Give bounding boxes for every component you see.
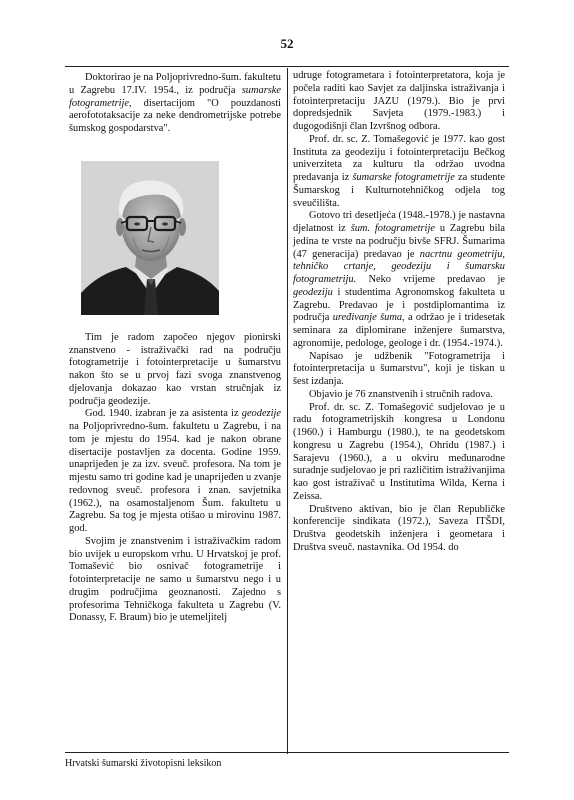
paragraph: [69, 408, 281, 536]
text-segment: Napisao je udžbenik "Fotogrametrija i fotointerpretacija u šumarstvu", koji je tiskan u šest izdanja.: [293, 350, 505, 387]
text-segment: Tim je radom započeo njegov pionirski znanstveno - istraživački rad na području fotogrametrije i fotointerpretacije u šumarstvu nakon što se u prvoj fazi svoga znanstvenog djelovanja dokazao kao vrstan stručnjak iz područja geodezije.: [69, 331, 281, 407]
italic-text-segment: geodezije: [241, 408, 281, 420]
text-segment: Svojim je znanstvenim i istraživačkim radom bio uvijek u europskom vrhu. U Hrvatskoj je prof. Tomašević bio osnivač fotogrametrije i fotointerpretacije ne samo u šumarstvu nego i u drugim područjima geoznanosti. Zajedno s profesorima Tehničkoga fakulteta u Zagrebu (V. Donassy, F. Braum) bio je utemeljitelj: [69, 535, 281, 624]
text-segment: God. 1940. izabran je za asistenta iz: [85, 408, 242, 420]
paragraph: [293, 134, 505, 211]
text-segment: Prof. dr. sc. Z. Tomašegović sudjelovao je u radu fotogrametrijskih kongresa u Londonu (1960.) i Hamburgu (1980.), te na geodetskom kongresu u Zagrebu (1954.), Ohridu (1987.) i Sarajevu (1960.), a u okviru međunarodne suradnje sudjelovao je pri različitim istraživanjima kao gost istraživač u Institutima Wilda, Kerna i Zeissa.: [293, 401, 505, 502]
portrait-photo: [81, 161, 219, 315]
italic-text-segment: nacrtnu geometriju, tehničko crtanje, geodeziju i šumarsku fotogrametriju.: [293, 248, 505, 285]
paragraph: [293, 504, 505, 555]
paragraph: [293, 389, 505, 402]
text-segment: u Zagrebu bila jedina te vrste na području bivše SFRJ. Šumarima (47 generacija) predavao je: [293, 223, 506, 260]
text-segment: udruge fotogrametara i fotointerpretatora, koja je počela raditi kao Savjet za daljinska istraživanja i fotointerpretaciju JAZU (1979.). Bio je prvi dopredsjednik Savjeta (1979.-1983.) i dugogodišnji član Izvršnog odbora.: [293, 70, 505, 132]
text-segment: za studente Šumarskog i Kulturnotehničkog odjela tog sveučilišta.: [293, 172, 505, 209]
text-segment: Doktorirao je na Poljoprivredno-šum. fakultetu u Zagrebu 17.IV. 1954., iz područja: [69, 72, 281, 96]
italic-text-segment: šumarske fotogrametrije: [352, 172, 455, 183]
paragraph: [293, 402, 505, 504]
paragraph: [293, 70, 505, 134]
paragraph: [69, 536, 281, 625]
text-segment: Društveno aktivan, bio je član Republičke konferencije sindikata (1972.), Saveza ITŠDI, Društva geodetskih inženjera i geometara i Društva sveuč. nastavnika. Od 1954. do: [293, 503, 505, 553]
left-column: [69, 72, 281, 625]
text-segment: i studentima Agronomskog fakulteta u Zagrebu. Predavao je i postdiplomantima iz područja: [293, 286, 505, 324]
text-segment: , disertacijom "O pouzdanosti aerofototaksacije za neke dendrometrijske potrebe šumskog gospodarstva".: [69, 97, 281, 134]
paragraph: [69, 332, 281, 409]
text-segment: Gotovo tri desetljeća (1948.-1978.) je nastavna djelatnost iz: [293, 210, 505, 234]
italic-text-segment: uređivanje šuma: [332, 312, 403, 324]
italic-text-segment: šum. fotogrametrije: [350, 223, 435, 234]
italic-text-segment: sumarske fotogrametrije: [69, 84, 281, 109]
paragraph: [69, 72, 281, 136]
paragraph: [293, 210, 505, 350]
right-column: [293, 70, 505, 555]
paragraph: [293, 351, 505, 389]
text-segment: na Poljoprivredno-šum. fakultetu u Zagrebu, i na tom je mjestu do 1954. kad je nakon obrane disertacije postavljen za docenta. Godine 1959. unaprijeđen je za izv. sveuč. profesora. Na tom je mjestu samo tri godine kad je unaprijeđen u zvanje redovnog sveuč. profesora i znan. savjetnika (1962.), na osamostaljenom Šum. fakultetu u Zagrebu. Sa tog je mjesta otišao u mirovinu 1987. god.: [69, 421, 281, 534]
text-segment: Prof. dr. sc. Z. Tomašegović je 1977. kao gost Instituta za geodeziju i fotointerpretaciju Bečkog univerziteta za kulturu tla održao uvodna predavanja iz: [293, 133, 505, 183]
column-divider: [287, 68, 288, 754]
text-segment: , a održao je i tridesetak seminara za diplomirane inženjere šumarstva, agronomije, pedologe, geologe i dr. (1954.-1974.).: [293, 312, 505, 349]
text-segment: Neko vrijeme predavao je: [356, 274, 505, 285]
header-rule: [65, 66, 509, 67]
portrait-image: [81, 161, 219, 315]
text-segment: Objavio je 76 znanstvenih i stručnih radova.: [309, 388, 493, 400]
footer-title: Hrvatski šumarski životopisni leksikon: [65, 758, 222, 769]
footer-rule: [65, 752, 509, 753]
page-number: 52: [280, 36, 294, 51]
italic-text-segment: geodeziju: [293, 286, 333, 298]
